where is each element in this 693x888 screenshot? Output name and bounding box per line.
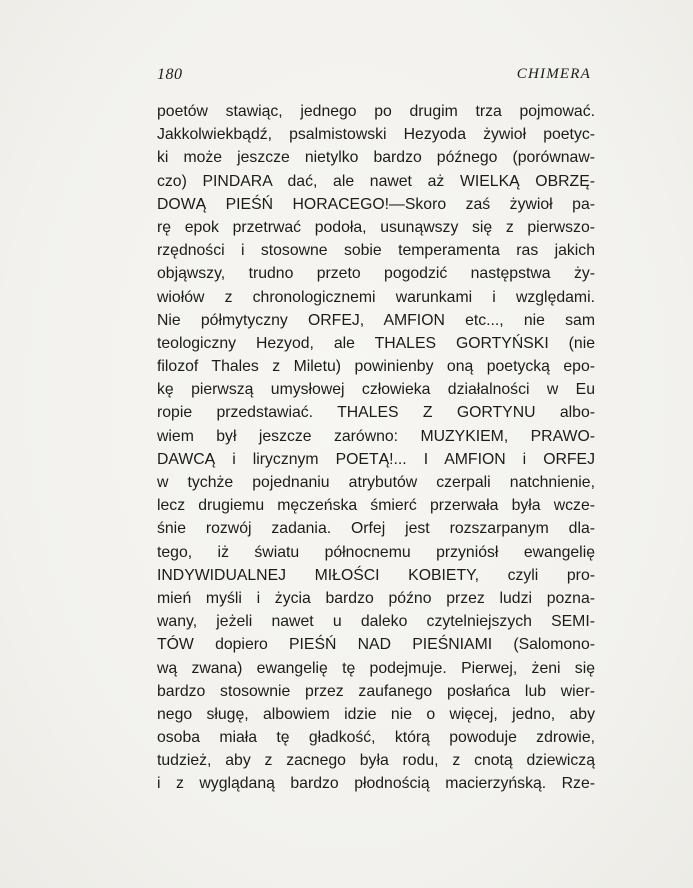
body-text — [157, 100, 595, 796]
text-line: rzędności i stosowne sobie temperamenta ras jakich — [157, 242, 595, 260]
text-line: bardzo stosownie przez zaufanego posłańca lub wier- — [157, 682, 595, 700]
text-line: poetów stawiąc, jednego po drugim trza pojmować. — [157, 103, 595, 120]
text-line: ropie przedstawiać. THALES Z GORTYNU albo- — [157, 404, 595, 422]
text-line: Nie półmytyczny ORFEJ, AMFION etc..., nie sam — [157, 311, 595, 329]
page-number: 180 — [157, 66, 183, 83]
text-line: tudzież, aby z zacnego była rodu, z cnotą dziewiczą — [157, 752, 595, 770]
text-line: tego, iż światu północnemu przyniósł ewangelię — [157, 543, 595, 561]
text-line: wiem był jeszcze zarówno: MUZYKIEM, PRAWO- — [157, 427, 595, 445]
text-line: ki może jeszcze nietylko bardzo późnego (porównaw- — [157, 149, 595, 167]
text-line: objąwszy, trudno przeto pogodzić następstwa ży- — [157, 265, 595, 283]
text-line: i z wyglądaną bardzo płodnością macierzyńską. Rze- — [157, 775, 595, 793]
text-line: w tychże pojednaniu atrybutów czerpali natchnienie, — [157, 474, 595, 491]
text-line: Jakkolwiekbądź, psalmistowski Hezyoda żywioł poetyc- — [157, 126, 595, 144]
running-title: CHIMERA — [516, 66, 591, 82]
text-line: czo) PINDARA dać, ale nawet aż WIELKĄ OBRZĘ- — [157, 172, 595, 190]
text-line: lecz drugiemu męczeńska śmierć przerwała była wcze- — [157, 497, 595, 515]
text-line: kę pierwszą umysłowej człowieka działalności w Eu — [157, 381, 595, 399]
text-line: wany, jeżeli nawet u daleko czytelniejszych SEMI- — [157, 613, 595, 631]
text-line: INDYWIDUALNEJ MIŁOŚCI KOBIETY, czyli pro- — [157, 566, 595, 584]
text-line: DAWCĄ i lirycznym POETĄ!... I AMFION i ORFEJ — [157, 450, 595, 468]
text-line: filozof Thales z Miletu) powinienby oną poetycką epo- — [157, 358, 595, 376]
page-header — [157, 66, 591, 86]
text-line: teologiczny Hezyod, ale THALES GORTYŃSKI (nie — [157, 334, 595, 352]
text-line: osoba miała tę gładkość, którą powoduje zdrowie, — [157, 729, 595, 747]
text-line: śnie rozwój zadania. Orfej jest rozszarpanym dla- — [157, 520, 595, 538]
text-line: nego sługę, albowiem idzie nie o więcej, jedno, aby — [157, 705, 595, 723]
text-line: wą zwana) ewangelię tę podejmuje. Pierwej, żeni się — [157, 659, 595, 677]
text-line: TÓW dopiero PIEŚŃ NAD PIEŚNIAMI (Salomono- — [157, 636, 595, 654]
text-line: DOWĄ PIEŚŃ HORACEGO!—Skoro zaś żywioł pa- — [157, 195, 595, 213]
text-line: rę epok przetrwać podoła, usunąwszy się z pierwszo- — [157, 218, 595, 236]
text-line: mień myśli i życia bardzo późno przez ludzi pozna- — [157, 589, 595, 607]
text-line: wiołów z chronologicznemi warunkami i względami. — [157, 288, 595, 306]
